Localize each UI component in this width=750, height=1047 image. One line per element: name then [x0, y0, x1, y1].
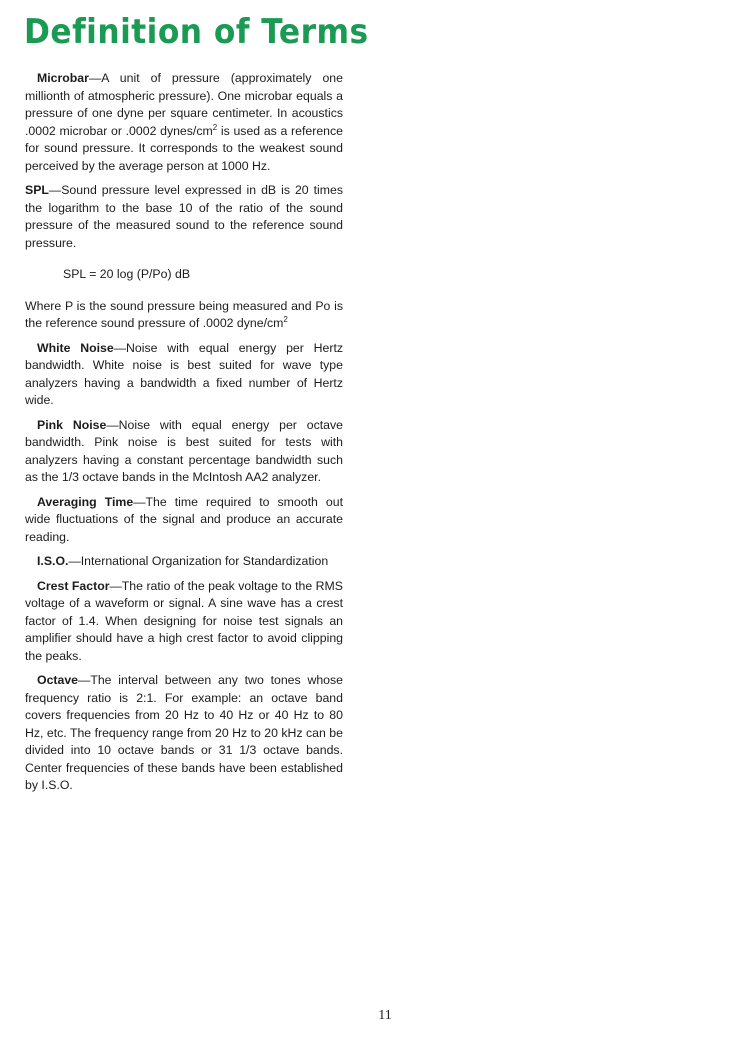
term-microbar: Microbar — [37, 71, 89, 85]
spl-where-text: Where P is the sound pressure being measured and Po is the reference sound pressure of .0002 dyne/cm — [25, 298, 343, 330]
term-crest-factor: Crest Factor — [37, 578, 110, 593]
definition-crest-factor-text: —The ratio of the peak voltage to the RMS voltage of a waveform or signal. A sine wave has a crest factor of 1.4. When designing for noise test signals an amplifier should have a high crest factor to avoid clipping the peaks. — [25, 578, 343, 663]
term-averaging-time: Averaging Time — [37, 494, 134, 509]
definition-white-noise — [25, 340, 343, 410]
definition-white-noise-text: —Noise with equal energy per Hertz bandwidth. White noise is best suited for wave type analyzers having a bandwidth a fixed number of Hertz wide. — [25, 340, 344, 407]
superscript-2: 2 — [283, 314, 288, 324]
definition-spl — [25, 182, 343, 252]
definition-pink-noise-text: —Noise with equal energy per octave bandwidth. Pink noise is best suited for tests with analyzers having a constant percentage bandwidth such as the 1/3 octave bands in the McIntosh AA2 analyzer. — [25, 417, 343, 484]
definition-microbar — [25, 70, 343, 175]
term-spl: SPL — [25, 183, 49, 197]
term-octave: Octave — [37, 673, 79, 687]
definition-octave — [25, 672, 343, 795]
definition-microbar-text-2: is used as a reference for sound pressure. It corresponds to the weakest sound perceived by the average person at 1000 Hz. — [25, 123, 343, 173]
definition-octave-text: —The interval between any two tones whose frequency ratio is 2:1. For example: an octave band covers frequencies from 20 Hz to 40 Hz or 40 Hz to 80 Hz, etc. The frequency range from 20 Hz to 20 kHz can be divided into 10 octave bands or 31 1/3 octave bands. Center frequencies of these bands have been established by I.S.O. — [25, 673, 343, 792]
definitions-body — [25, 70, 343, 802]
term-iso: I.S.O. — [37, 554, 69, 568]
definition-spl-text: —Sound pressure level expressed in dB is 20 times the logarithm to the base 10 of the ratio of the sound pressure of the measured sound to the reference sound pressure. — [25, 183, 343, 250]
definition-averaging-time — [25, 494, 343, 547]
page-number: 11 — [378, 1008, 392, 1023]
definition-microbar-text-1: —A unit of pressure (approximately one millionth of atmospheric pressure). One microbar equals a pressure of one dyne per square centimeter. In acoustics .0002 microbar or .0002 dynes/cm — [25, 71, 343, 138]
superscript-2: 2 — [212, 122, 218, 132]
page-title: Definition of Terms — [24, 12, 369, 52]
definition-crest-factor — [25, 578, 343, 666]
definition-iso-text: —International Organization for Standardization — [68, 554, 329, 568]
term-white-noise: White Noise — [37, 340, 114, 355]
definition-pink-noise — [25, 417, 343, 487]
spl-formula: SPL = 20 log (P/Po) dB — [63, 267, 191, 281]
definition-averaging-time-text: —The time required to smooth out wide fluctuations of the signal and produce an accurate reading. — [25, 494, 343, 544]
definition-iso — [25, 553, 343, 571]
term-pink-noise: Pink Noise — [37, 417, 107, 432]
spl-where-clause — [25, 298, 343, 333]
